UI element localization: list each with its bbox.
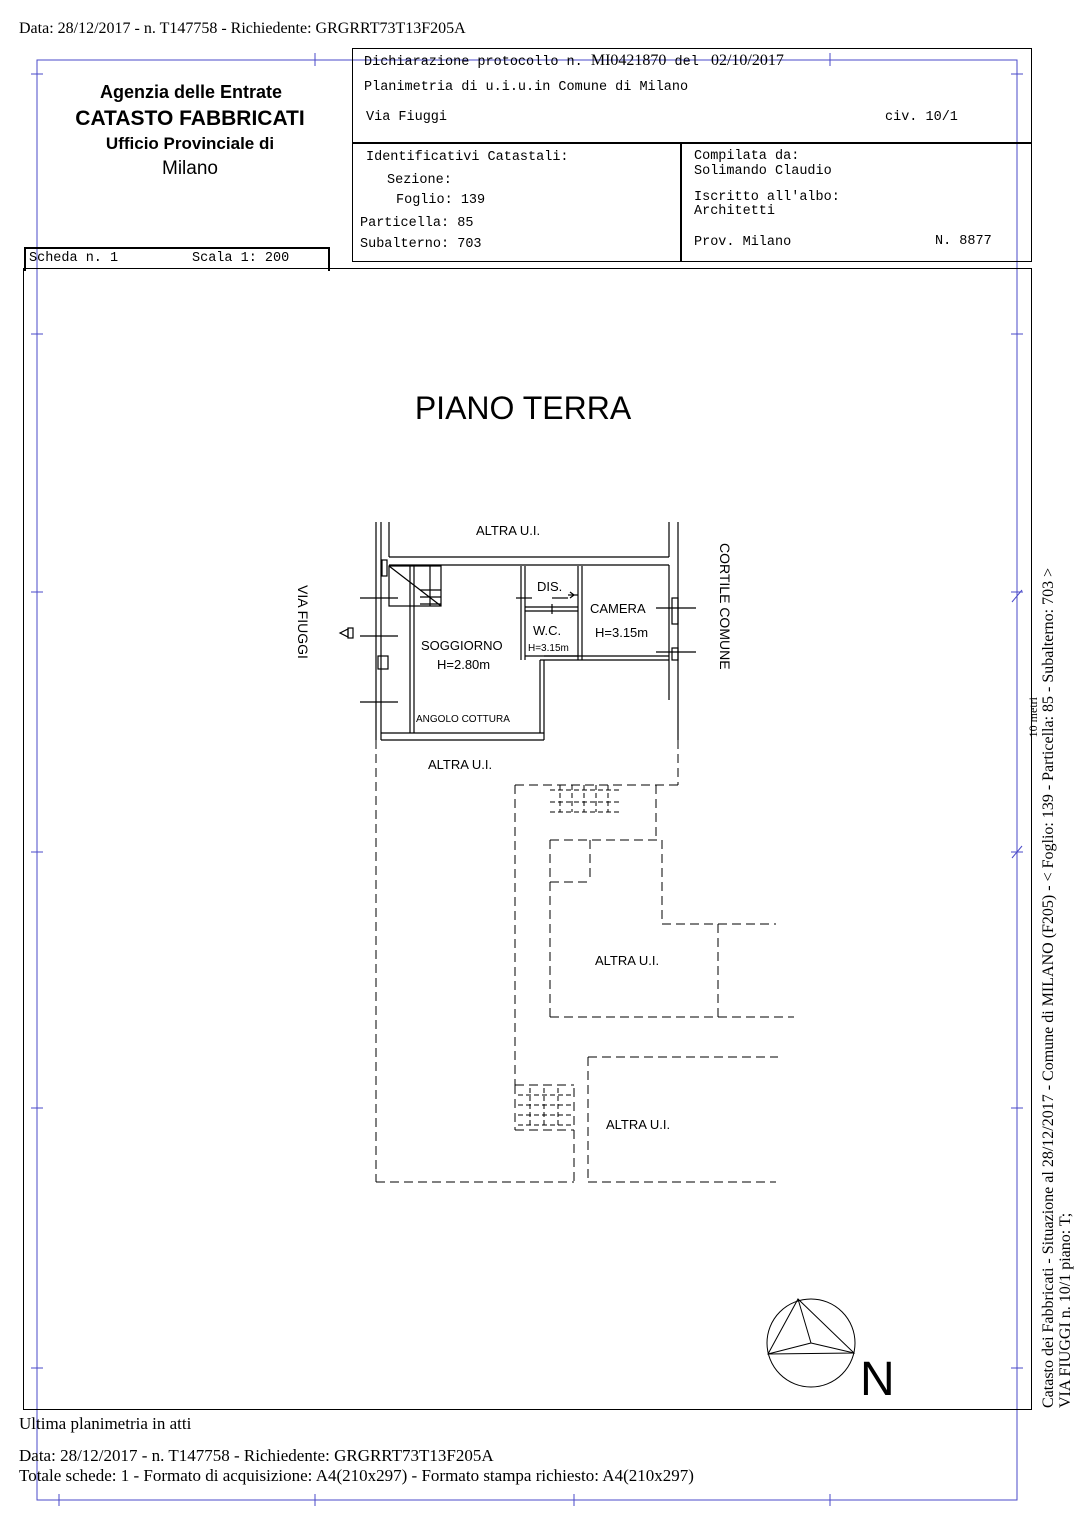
compilata-label: Compilata da:	[694, 149, 800, 164]
label-dis: DIS.	[537, 579, 563, 594]
protocol-del: del	[674, 55, 699, 70]
protocol-prefix: Dichiarazione protocollo n.	[364, 55, 583, 70]
request-line: Data: 28/12/2017 - n. T147758 - Richiedente: GRGRRT73T13F205A	[19, 20, 466, 37]
catasto-title: CATASTO FABBRICATI	[75, 107, 305, 130]
agency-name: Agenzia delle Entrate	[99, 82, 283, 102]
subalterno-label: Subalterno:	[360, 237, 450, 252]
identificativi-title: Identificativi Catastali:	[366, 150, 569, 165]
side-caption	[1040, 428, 1074, 1408]
protocol-date: 02/10/2017	[710, 52, 784, 69]
street-line: Via Fiuggi	[366, 110, 448, 125]
foglio-value: 139	[460, 193, 486, 208]
particella-label: Particella:	[360, 216, 450, 231]
albo-number: N. 8877	[935, 234, 992, 249]
label-altra-mid: ALTRA U.I.	[428, 757, 493, 772]
protocol-number: MI0421870	[590, 52, 667, 69]
foglio-label: Foglio:	[396, 193, 453, 208]
label-camera: CAMERA	[590, 601, 646, 616]
plan-title: PIANO TERRA	[414, 390, 632, 426]
label-soggiorno-height: H=2.80m	[437, 657, 491, 672]
label-altra-right1: ALTRA U.I.	[595, 953, 660, 968]
compilata-name: Solimando Claudio	[694, 164, 832, 179]
civic-number: civ. 10/1	[885, 110, 958, 125]
label-cortile: CORTILE COMUNE	[717, 543, 733, 670]
iscritto-label: Iscritto all'albo:	[694, 190, 840, 205]
planimetria-line: Planimetria di u.i.u.in Comune di Milano	[364, 80, 689, 95]
footer-ultima: Ultima planimetria in atti	[19, 1414, 192, 1433]
ufficio-label: Ufficio Provinciale di	[105, 134, 275, 153]
label-altra-top: ALTRA U.I.	[476, 523, 541, 538]
scheda-number: Scheda n. 1	[29, 251, 119, 266]
side-caption-line2: VIA FIUGGI n. 10/1 piano: T;	[1057, 1212, 1074, 1408]
prov-label: Prov. Milano	[694, 235, 792, 250]
scale-bar-label: 10 metri	[1026, 697, 1040, 738]
label-camera-height: H=3.15m	[595, 625, 649, 640]
iscritto-value: Architetti	[694, 204, 776, 219]
scale-label: Scala 1: 200	[192, 251, 290, 266]
label-soggiorno: SOGGIORNO	[421, 638, 503, 653]
side-caption-line1: Catasto dei Fabbricati - Situazione al 28/12/2017 - Comune di MILANO (F205) - < Foglio: 139 - Particella: 85 - Subalterno: 703 >	[1040, 567, 1057, 1408]
city-name: Milano	[162, 158, 218, 179]
label-altra-right2: ALTRA U.I.	[606, 1117, 671, 1132]
particella-value: 85	[457, 216, 474, 231]
label-wc: W.C.	[533, 623, 562, 638]
label-via-fiuggi: VIA FIUGGI	[295, 585, 311, 659]
footer-data: Data: 28/12/2017 - n. T147758 - Richiedente: GRGRRT73T13F205A	[19, 1446, 494, 1465]
sezione-label: Sezione:	[387, 173, 452, 188]
footer-totale: Totale schede: 1 - Formato di acquisizione: A4(210x297) - Formato stampa richiesto: A4(210x297)	[19, 1466, 694, 1485]
subalterno-value: 703	[457, 237, 482, 252]
label-wc-height: H=3.15m	[528, 643, 569, 654]
label-angolo-cottura: ANGOLO COTTURA	[416, 714, 510, 725]
north-label: N	[860, 1353, 895, 1406]
